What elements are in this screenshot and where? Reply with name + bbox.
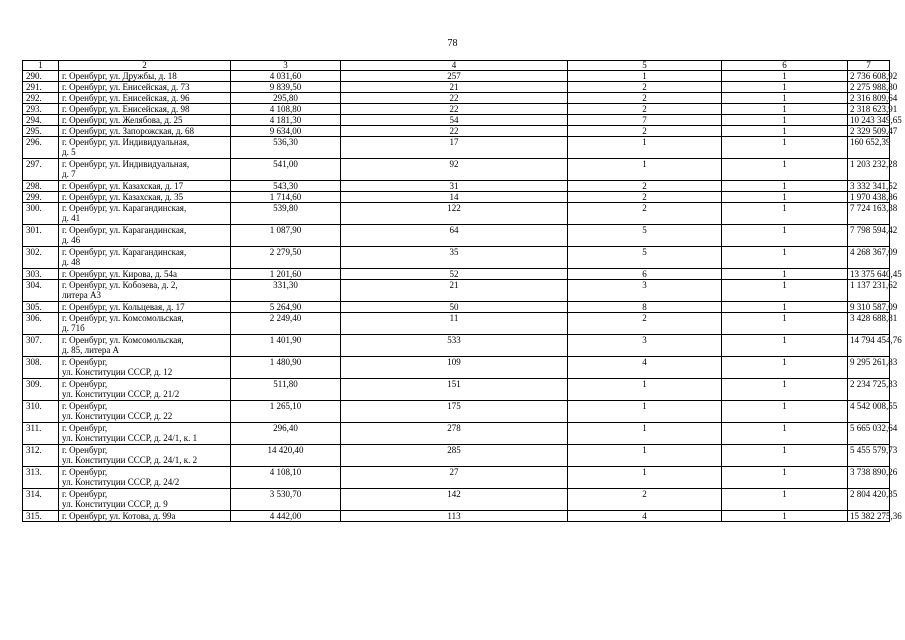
address-line: ул. Конституции СССР, д. 21/2 [62, 389, 180, 399]
entrances-cell: 1 [722, 247, 848, 269]
cost-cell: 2 275 988,80 [848, 82, 890, 93]
floors-cell: 1 [568, 401, 722, 423]
address-cell [59, 203, 231, 225]
address-cell [59, 104, 231, 115]
table-row [23, 489, 890, 511]
floors-cell: 2 [568, 126, 722, 137]
residents-cell: 35 [341, 247, 568, 269]
cost-cell: 5 455 579,73 [848, 445, 890, 467]
entrances-cell: 1 [722, 467, 848, 489]
table-row [23, 269, 890, 280]
row-number-cell: 306. [23, 313, 59, 335]
residents-cell: 14 [341, 192, 568, 203]
residents-cell: 285 [341, 445, 568, 467]
address-cell [59, 445, 231, 467]
cost-cell: 4 268 367,09 [848, 247, 890, 269]
table-row [23, 181, 890, 192]
address-line: г. Оренбург, ул. Кольцевая, д. 17 [62, 302, 185, 312]
entrances-cell: 1 [722, 104, 848, 115]
floors-cell: 2 [568, 192, 722, 203]
residents-cell: 21 [341, 82, 568, 93]
address-line: г. Оренбург, [62, 423, 108, 433]
address-line: г. Оренбург, ул. Кобозева, д. 2, [62, 280, 178, 290]
cost-cell: 9 295 261,83 [848, 357, 890, 379]
table-row [23, 93, 890, 104]
area-cell: 4 108,10 [231, 467, 341, 489]
address-cell [59, 401, 231, 423]
address-cell [59, 357, 231, 379]
address-line: г. Оренбург, ул. Енисейская, д. 96 [62, 93, 190, 103]
row-number-cell: 311. [23, 423, 59, 445]
entrances-cell: 1 [722, 489, 848, 511]
floors-cell: 1 [568, 137, 722, 159]
residents-cell: 22 [341, 104, 568, 115]
row-number-cell: 303. [23, 269, 59, 280]
row-number-cell: 290. [23, 71, 59, 82]
floors-cell: 8 [568, 302, 722, 313]
floors-cell: 2 [568, 203, 722, 225]
area-cell: 1 714,60 [231, 192, 341, 203]
area-cell: 9 634,00 [231, 126, 341, 137]
table-body [23, 71, 902, 522]
floors-cell: 2 [568, 313, 722, 335]
address-line: г. Оренбург, ул. Комсомольская, [62, 313, 184, 323]
entrances-cell: 1 [722, 379, 848, 401]
address-cell [59, 126, 231, 137]
entrances-cell: 1 [722, 280, 848, 302]
address-line: д. 71б [62, 323, 85, 333]
row-number-cell: 291. [23, 82, 59, 93]
floors-cell: 1 [568, 423, 722, 445]
residents-cell: 11 [341, 313, 568, 335]
entrances-cell: 1 [722, 181, 848, 192]
address-line: г. Оренбург, ул. Карагандинская, [62, 247, 187, 257]
cost-cell: 2 316 809,64 [848, 93, 890, 104]
table-row [23, 247, 890, 269]
address-cell [59, 115, 231, 126]
table-row [23, 302, 890, 313]
address-cell [59, 71, 231, 82]
row-number-cell: 308. [23, 357, 59, 379]
residents-cell: 31 [341, 181, 568, 192]
residents-cell: 122 [341, 203, 568, 225]
area-cell: 511,80 [231, 379, 341, 401]
entrances-cell: 1 [722, 126, 848, 137]
address-cell [59, 93, 231, 104]
cost-cell: 2 329 509,47 [848, 126, 890, 137]
table-row [23, 467, 890, 489]
address-line: г. Оренбург, ул. Енисейская, д. 98 [62, 104, 190, 114]
cost-cell: 7 798 594,42 [848, 225, 890, 247]
floors-cell: 2 [568, 489, 722, 511]
residents-cell: 50 [341, 302, 568, 313]
table-row [23, 335, 890, 357]
address-cell [59, 280, 231, 302]
header-col-6: 6 [722, 61, 848, 71]
floors-cell: 2 [568, 181, 722, 192]
address-cell [59, 137, 231, 159]
floors-cell: 2 [568, 93, 722, 104]
address-line: д. 41 [62, 213, 81, 223]
entrances-cell: 1 [722, 115, 848, 126]
floors-cell: 2 [568, 104, 722, 115]
floors-cell: 1 [568, 71, 722, 82]
address-line: г. Оренбург, ул. Индивидуальная, [62, 159, 190, 169]
cost-cell: 7 724 163,38 [848, 203, 890, 225]
row-number-cell: 296. [23, 137, 59, 159]
address-cell [59, 181, 231, 192]
row-number-cell: 300. [23, 203, 59, 225]
residents-cell: 151 [341, 379, 568, 401]
cost-cell: 10 243 349,65 [848, 115, 890, 126]
residents-cell: 278 [341, 423, 568, 445]
address-line: д. 5 [62, 147, 76, 157]
cost-cell: 3 738 890,26 [848, 467, 890, 489]
entrances-cell: 1 [722, 71, 848, 82]
row-number-cell: 310. [23, 401, 59, 423]
address-line: г. Оренбург, [62, 445, 108, 455]
row-number-cell: 293. [23, 104, 59, 115]
address-line: г. Оренбург, ул. Карагандинская, [62, 225, 187, 235]
table-row [23, 511, 890, 522]
address-line: г. Оренбург, ул. Дружбы, д. 18 [62, 71, 177, 81]
area-cell: 539,80 [231, 203, 341, 225]
address-cell [59, 379, 231, 401]
address-cell [59, 192, 231, 203]
entrances-cell: 1 [722, 93, 848, 104]
residents-cell: 175 [341, 401, 568, 423]
table-row [23, 280, 890, 302]
address-line: г. Оренбург, ул. Енисейская, д. 73 [62, 82, 190, 92]
entrances-cell: 1 [722, 192, 848, 203]
residents-cell: 22 [341, 93, 568, 104]
table-row [23, 203, 890, 225]
row-number-cell: 304. [23, 280, 59, 302]
address-cell [59, 489, 231, 511]
address-line: ул. Конституции СССР, д. 9 [62, 499, 168, 509]
area-cell: 4 031,60 [231, 71, 341, 82]
address-line: ул. Конституции СССР, д. 24/1, к. 2 [62, 455, 198, 465]
address-line: ул. Конституции СССР, д. 22 [62, 411, 173, 421]
area-cell: 4 442,00 [231, 511, 341, 522]
address-cell [59, 467, 231, 489]
area-cell: 5 264,90 [231, 302, 341, 313]
cost-cell: 1 137 231,62 [848, 280, 890, 302]
area-cell: 1 401,90 [231, 335, 341, 357]
entrances-cell: 1 [722, 302, 848, 313]
table-row [23, 126, 890, 137]
area-cell: 1 480,90 [231, 357, 341, 379]
cost-cell: 160 652,39 [848, 137, 890, 159]
residents-cell: 109 [341, 357, 568, 379]
address-line: г. Оренбург, ул. Комсомольская, [62, 335, 184, 345]
header-col-7: 7 [848, 61, 890, 71]
cost-cell: 13 375 640,45 [848, 269, 890, 280]
area-cell: 14 420,40 [231, 445, 341, 467]
address-line: ул. Конституции СССР, д. 12 [62, 367, 173, 377]
address-line: г. Оренбург, ул. Кирова, д. 54а [62, 269, 178, 279]
address-line: г. Оренбург, [62, 379, 108, 389]
cost-cell: 14 794 454,76 [848, 335, 890, 357]
residents-cell: 64 [341, 225, 568, 247]
table-row [23, 225, 890, 247]
address-line: д. 46 [62, 235, 81, 245]
address-line: ул. Конституции СССР, д. 24/2 [62, 477, 180, 487]
area-cell: 4 181,30 [231, 115, 341, 126]
address-cell [59, 511, 231, 522]
address-line: г. Оренбург, [62, 357, 108, 367]
table-header-row [23, 61, 890, 71]
entrances-cell: 1 [722, 335, 848, 357]
row-number-cell: 313. [23, 467, 59, 489]
row-number-cell: 295. [23, 126, 59, 137]
area-cell: 4 108,80 [231, 104, 341, 115]
address-line: г. Оренбург, ул. Карагандинская, [62, 203, 187, 213]
address-line: г. Оренбург, ул. Запорожская, д. 68 [62, 126, 194, 136]
entrances-cell: 1 [722, 137, 848, 159]
address-line: д. 7 [62, 169, 76, 179]
residents-cell: 21 [341, 280, 568, 302]
address-line: ул. Конституции СССР, д. 24/1, к. 1 [62, 433, 198, 443]
address-line: г. Оренбург, ул. Желябова, д. 25 [62, 115, 183, 125]
entrances-cell: 1 [722, 511, 848, 522]
floors-cell: 3 [568, 335, 722, 357]
floors-cell: 1 [568, 159, 722, 181]
table-row [23, 401, 890, 423]
address-line: д. 48 [62, 257, 81, 267]
row-number-cell: 301. [23, 225, 59, 247]
table-row [23, 82, 890, 93]
floors-cell: 4 [568, 357, 722, 379]
address-cell [59, 335, 231, 357]
cost-cell: 2 234 725,33 [848, 379, 890, 401]
residents-cell: 17 [341, 137, 568, 159]
cost-cell: 3 332 341,52 [848, 181, 890, 192]
residents-cell: 54 [341, 115, 568, 126]
area-cell: 543,30 [231, 181, 341, 192]
table-row [23, 313, 890, 335]
entrances-cell: 1 [722, 357, 848, 379]
floors-cell: 5 [568, 247, 722, 269]
table-row [23, 104, 890, 115]
floors-cell: 2 [568, 82, 722, 93]
residents-cell: 52 [341, 269, 568, 280]
entrances-cell: 1 [722, 82, 848, 93]
address-line: г. Оренбург, [62, 401, 108, 411]
cost-cell: 15 382 275,36 [848, 511, 890, 522]
address-line: г. Оренбург, [62, 489, 108, 499]
table-row [23, 379, 890, 401]
cost-cell: 3 428 688,81 [848, 313, 890, 335]
header-col-1: 1 [23, 61, 59, 71]
address-cell [59, 423, 231, 445]
area-cell: 541,00 [231, 159, 341, 181]
address-cell [59, 269, 231, 280]
residents-cell: 533 [341, 335, 568, 357]
address-line: г. Оренбург, ул. Индивидуальная, [62, 137, 190, 147]
entrances-cell: 1 [722, 313, 848, 335]
floors-cell: 1 [568, 445, 722, 467]
row-number-cell: 312. [23, 445, 59, 467]
header-col-2: 2 [59, 61, 231, 71]
entrances-cell: 1 [722, 401, 848, 423]
residents-cell: 257 [341, 71, 568, 82]
table-row [23, 423, 890, 445]
table-row [23, 159, 890, 181]
row-number-cell: 307. [23, 335, 59, 357]
area-cell: 1 201,60 [231, 269, 341, 280]
row-number-cell: 297. [23, 159, 59, 181]
row-number-cell: 294. [23, 115, 59, 126]
address-cell [59, 225, 231, 247]
residents-cell: 92 [341, 159, 568, 181]
address-line: д. 85, литера А [62, 345, 120, 355]
cost-cell: 2 736 608,92 [848, 71, 890, 82]
row-number-cell: 302. [23, 247, 59, 269]
entrances-cell: 1 [722, 203, 848, 225]
row-number-cell: 299. [23, 192, 59, 203]
address-cell [59, 82, 231, 93]
row-number-cell: 292. [23, 93, 59, 104]
entrances-cell: 1 [722, 445, 848, 467]
header-col-3: 3 [231, 61, 341, 71]
area-cell: 536,30 [231, 137, 341, 159]
residents-cell: 113 [341, 511, 568, 522]
address-line: г. Оренбург, ул. Котова, д. 99а [62, 511, 176, 521]
table-row [23, 115, 890, 126]
floors-cell: 3 [568, 280, 722, 302]
entrances-cell: 1 [722, 159, 848, 181]
area-cell: 331,30 [231, 280, 341, 302]
floors-cell: 5 [568, 225, 722, 247]
floors-cell: 4 [568, 511, 722, 522]
row-number-cell: 305. [23, 302, 59, 313]
area-cell: 1 087,90 [231, 225, 341, 247]
floors-cell: 1 [568, 467, 722, 489]
address-line: г. Оренбург, ул. Казахская, д. 35 [62, 192, 184, 202]
area-cell: 2 249,40 [231, 313, 341, 335]
area-cell: 296,40 [231, 423, 341, 445]
address-line: г. Оренбург, [62, 467, 108, 477]
row-number-cell: 314. [23, 489, 59, 511]
table-row [23, 357, 890, 379]
area-cell: 3 530,70 [231, 489, 341, 511]
page-number: 78 [447, 38, 458, 49]
address-cell [59, 313, 231, 335]
entrances-cell: 1 [722, 423, 848, 445]
address-cell [59, 159, 231, 181]
row-number-cell: 298. [23, 181, 59, 192]
floors-cell: 6 [568, 269, 722, 280]
cost-cell: 2 318 623,91 [848, 104, 890, 115]
residents-cell: 27 [341, 467, 568, 489]
header-col-5: 5 [568, 61, 722, 71]
area-cell: 9 839,50 [231, 82, 341, 93]
cost-cell: 2 804 420,35 [848, 489, 890, 511]
table-row [23, 192, 890, 203]
residents-cell: 142 [341, 489, 568, 511]
entrances-cell: 1 [722, 225, 848, 247]
cost-cell: 5 665 032,64 [848, 423, 890, 445]
address-cell [59, 247, 231, 269]
entrances-cell: 1 [722, 269, 848, 280]
area-cell: 2 279,50 [231, 247, 341, 269]
housing-registry-table [22, 60, 902, 522]
cost-cell: 4 542 008,55 [848, 401, 890, 423]
row-number-cell: 315. [23, 511, 59, 522]
address-cell [59, 302, 231, 313]
floors-cell: 1 [568, 379, 722, 401]
cost-cell: 9 310 587,09 [848, 302, 890, 313]
area-cell: 295,80 [231, 93, 341, 104]
address-line: литера А3 [62, 290, 101, 300]
cost-cell: 1 203 232,28 [848, 159, 890, 181]
table-row [23, 445, 890, 467]
area-cell: 1 265,10 [231, 401, 341, 423]
residents-cell: 22 [341, 126, 568, 137]
floors-cell: 7 [568, 115, 722, 126]
cost-cell: 1 970 438,86 [848, 192, 890, 203]
table-row [23, 137, 890, 159]
table-row [23, 71, 890, 82]
header-col-4: 4 [341, 61, 568, 71]
row-number-cell: 309. [23, 379, 59, 401]
address-line: г. Оренбург, ул. Казахская, д. 17 [62, 181, 184, 191]
